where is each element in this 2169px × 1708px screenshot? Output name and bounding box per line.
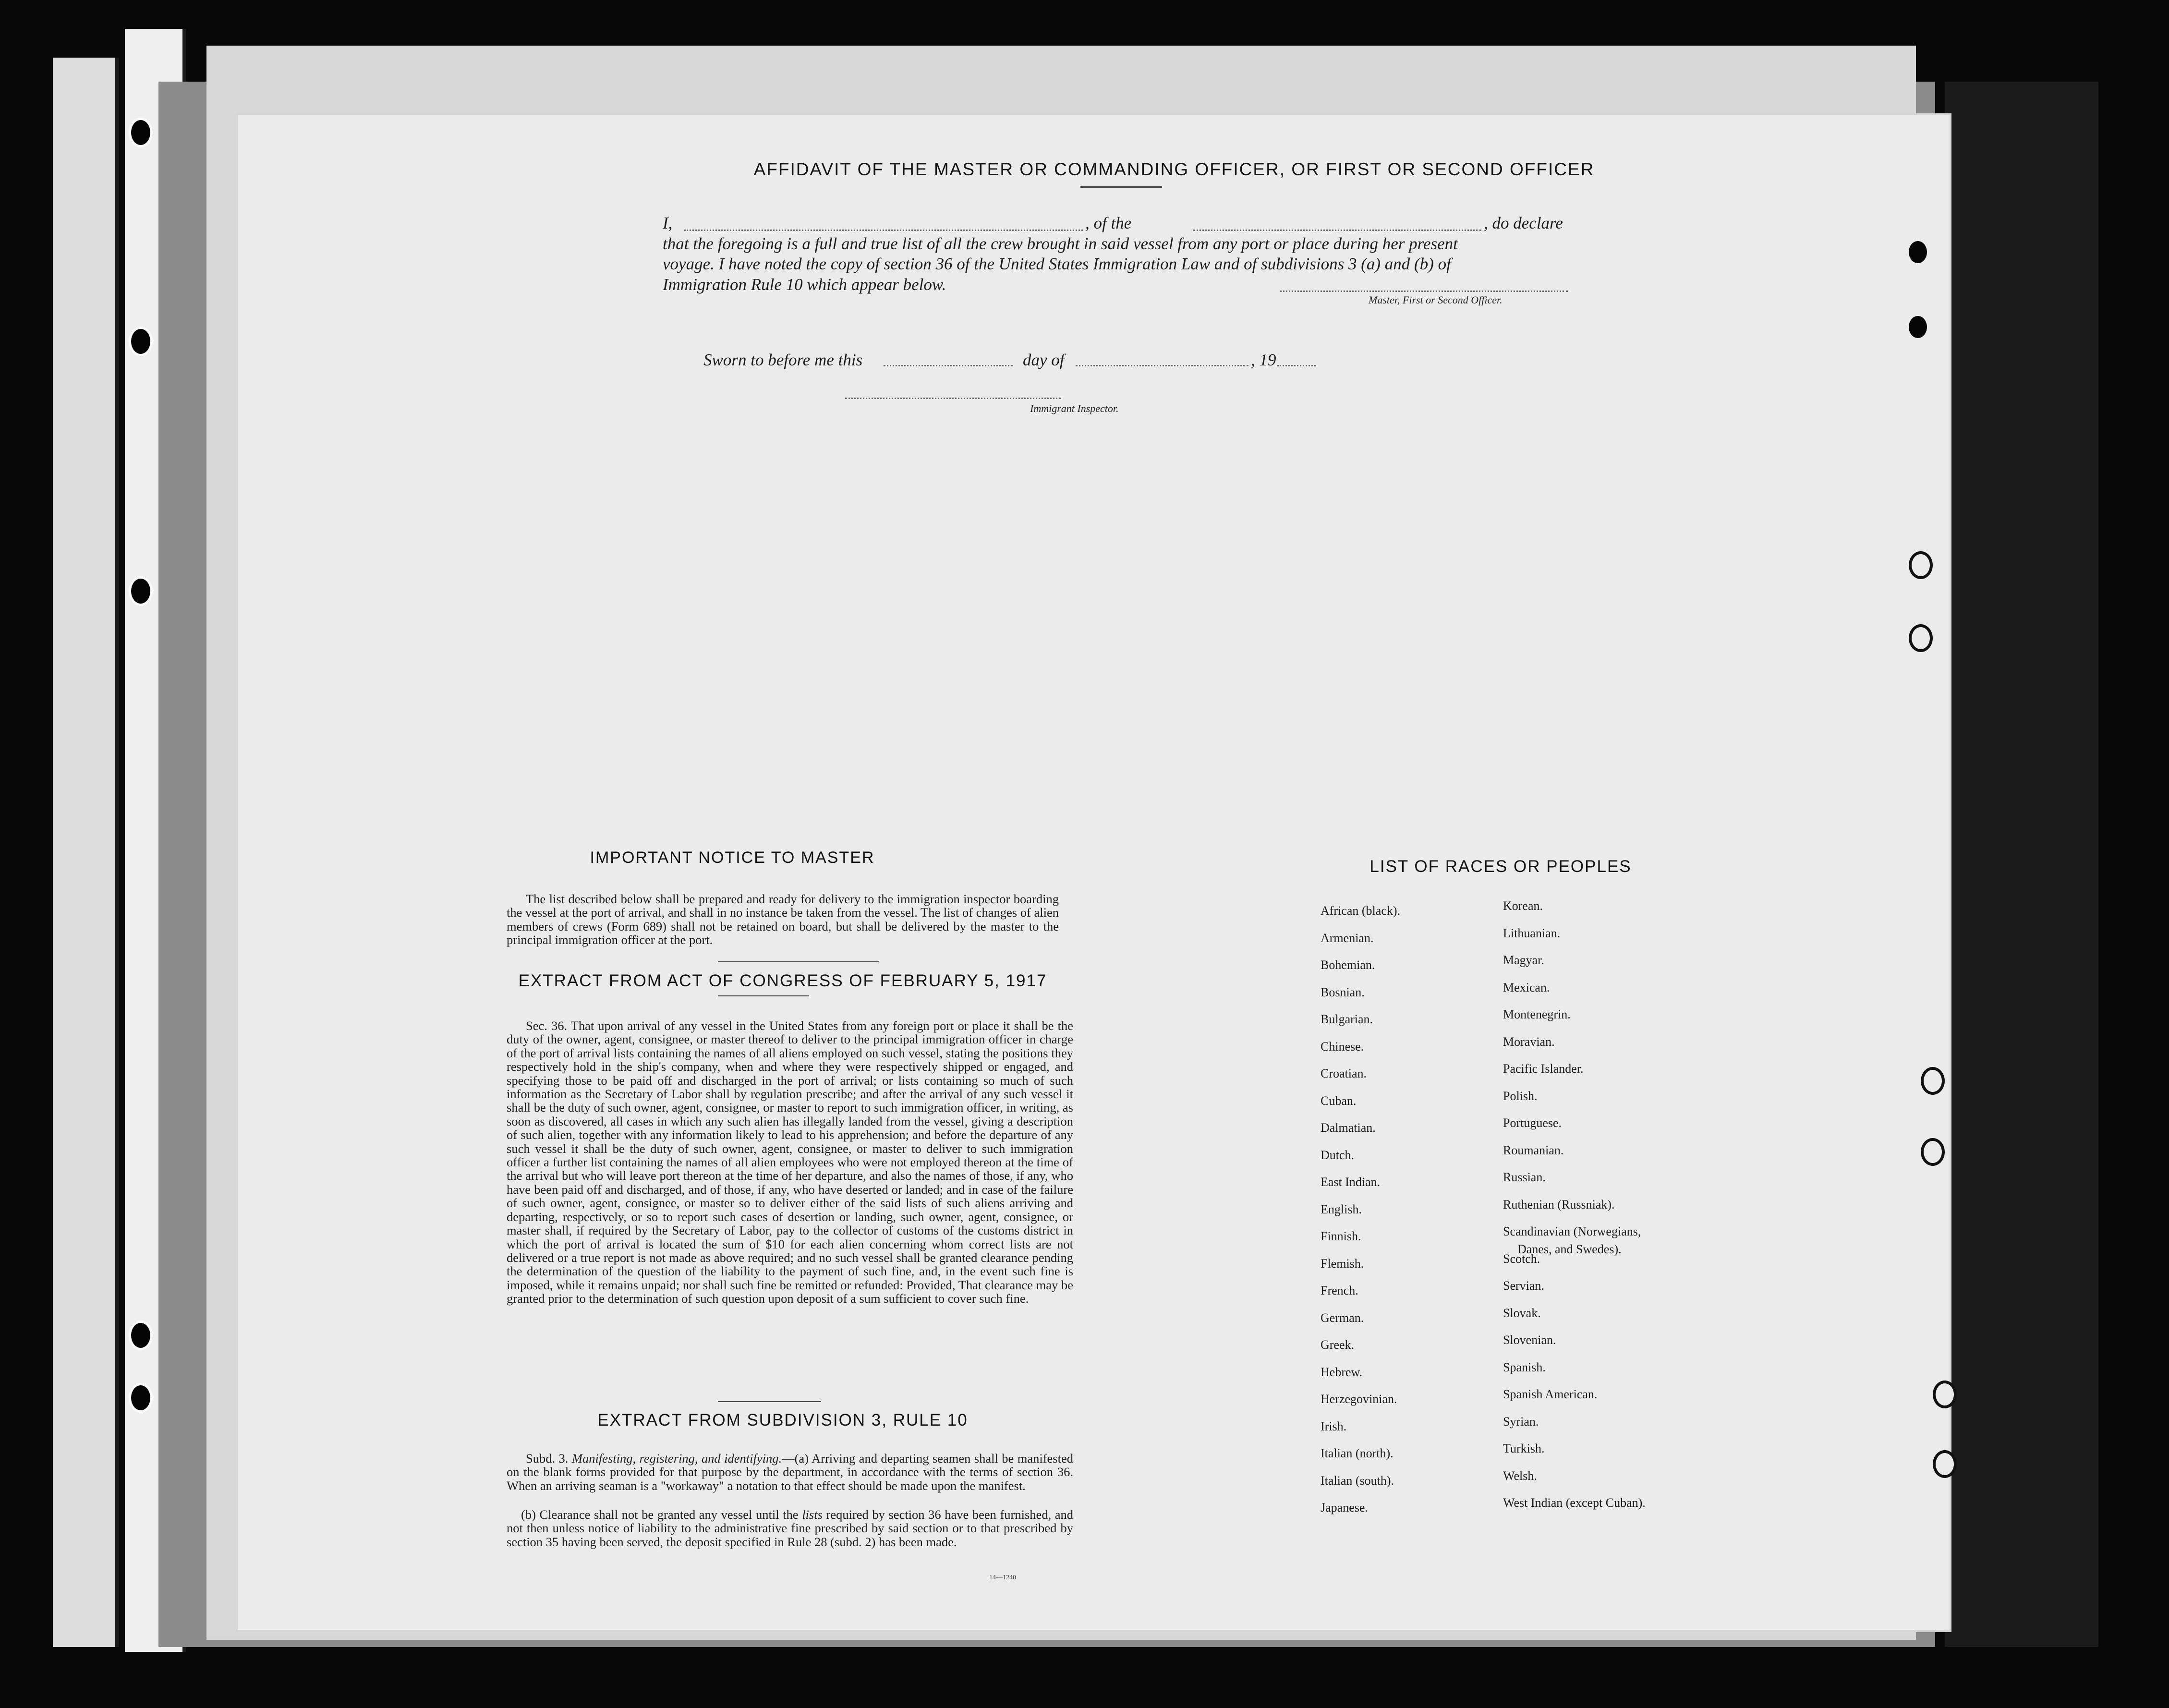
subd-label: Subd. 3. [526,1451,569,1466]
act-rule [718,995,809,996]
punch-hole-icon [129,1320,153,1350]
race-entry: Flemish. [1321,1256,1364,1271]
race-entry: Turkish. [1503,1442,1545,1455]
clearance-lists: lists [802,1507,823,1522]
punch-hole-icon [129,1383,153,1413]
subd-title: Manifesting, registering, and identifying. [571,1451,782,1466]
race-entry: Pacific Islander. [1503,1062,1584,1076]
race-entry: Italian (south). [1321,1473,1394,1488]
affidavit-line-3: voyage. I have noted the copy of section 36 of the United States Immigration Law and of subdivisions 3 (a) and (b) of [663,254,1451,273]
race-entry: Slovenian. [1503,1333,1556,1347]
race-entry: German. [1321,1310,1364,1325]
vessel-name-blank [1193,230,1481,231]
form-code: 14—1240 [989,1574,1016,1581]
sworn-year-blank [1277,365,1316,366]
race-entry: Dalmatian. [1321,1121,1376,1135]
race-entry: Bosnian. [1321,985,1365,999]
race-entry: Irish. [1321,1419,1347,1433]
signature-blank [1280,291,1568,292]
inspector-signature-blank [845,398,1061,399]
race-entry: Lithuanian. [1503,926,1561,940]
race-entry: Russian. [1503,1170,1546,1184]
punch-hole-icon [1921,1067,1945,1095]
sworn-month-blank [1076,365,1248,366]
race-entry: Ruthenian (Russniak). [1503,1197,1615,1211]
race-entry: Servian. [1503,1279,1544,1293]
act-section-36-text: Sec. 36. That upon arrival of any vessel in the United States from any foreign port or place it shall be the duty of the owner, agent, consignee, or master thereof to deliver to the principal immigration officer in charge of the port of arrival lists containing the names of all aliens employed on such vessel, stating the positions they respectively hold in the ship's company, when and where they were respectively shipped or engaged, and specifying those to be paid off and discharged in the port of arrival; or lists containing so much of such information as the Secretary of Labor shall by regulation prescribe; and after the arrival of any such vessel it shall be the duty of such owner, agent, consignee, or master to report to such immigration officer, in writing, as soon as discovered, all cases in which any such alien has illegally landed from the vessel, giving a description of such alien, together with any information likely to lead to his apprehension; and before the departure of any such vessel it shall be the duty of such owner, agent, consignee, or master to deliver to such immigration officer a further list containing the names of all alien employees who were not employed thereon at the time of the arrival but who will leave port thereon at the time of her departure, and also the names of those, if any, who have been paid off and discharged, and of those, if any, who have deserted or landed; and in case of the failure of such owner, agent, consignee, or master so to deliver either of the said lists of such aliens arriving and departing, respectively, or so to report such cases of desertion or landing, such owner, agent, consignee, or master shall, if required by the Secretary of Labor, pay to the collector of customs of the customs district in which the port of arrival is located the sum of $10 for each alien concerning whom correct lists are not delivered or a true report is not made as above required; and no such vessel shall be granted clearance pending the determination of the question of the liability to the payment of such fine, and, in the event such fine is imposed, while it remains unpaid; nor shall such fine be remitted or refunded: Provided, That clearance may be granted prior to the determination of such question upon deposit of a sum sufficient to cover such fine. [507,1018,1073,1306]
race-entry: Spanish. [1503,1360,1546,1374]
race-entry: Montenegrin. [1503,1007,1571,1021]
punch-hole-icon [1909,624,1933,652]
race-entry: Chinese. [1321,1039,1364,1054]
master-name-blank [684,230,1083,231]
affidavit-i: I, [663,214,673,232]
race-entry: East Indian. [1321,1175,1381,1189]
race-entry: English. [1321,1202,1362,1216]
punch-hole-icon [1909,551,1933,579]
sworn-day-blank [884,365,1013,366]
clearance-label: (b) [521,1507,536,1522]
race-entry: Bohemian. [1321,958,1375,972]
race-entry: Finnish. [1321,1229,1361,1243]
punch-hole-icon [1933,1450,1957,1478]
signature-caption: Master, First or Second Officer. [1369,294,1503,306]
rule-extract-heading: EXTRACT FROM SUBDIVISION 3, RULE 10 [597,1411,968,1429]
affidavit-line-4: Immigration Rule 10 which appear below. [663,275,946,294]
race-entry: Danes, and Swedes). [1517,1242,1622,1256]
back-page-right-edge [1945,82,2098,1647]
notice-heading: IMPORTANT NOTICE TO MASTER [590,848,875,867]
race-entry: Croatian. [1321,1066,1367,1080]
race-entry: Japanese. [1321,1501,1368,1514]
race-entry: Korean. [1503,899,1543,913]
act-extract-heading: EXTRACT FROM ACT OF CONGRESS OF FEBRUARY 5, 1917 [518,971,1047,990]
affidavit-of-the: , of the [1085,214,1132,232]
binder-strip-outer [53,58,119,1647]
race-entry: Portuguese. [1503,1116,1562,1130]
races-heading: LIST OF RACES OR PEOPLES [1369,857,1632,876]
race-entry: French. [1321,1284,1358,1297]
title-rule [1080,186,1162,188]
punch-hole-icon [1909,241,1927,263]
punch-hole-icon [1933,1381,1957,1408]
sworn-day-of: day of [1023,351,1065,369]
notice-rule [718,961,879,962]
race-entry: Cuban. [1321,1093,1357,1108]
rule-subdivision-3-text [507,1452,1073,1492]
affidavit-do-declare: , do declare [1484,214,1563,232]
punch-hole-icon [129,118,153,147]
clearance-text-1: Clearance shall not be granted any vessel until the [539,1507,799,1522]
race-entry: Syrian. [1503,1414,1539,1429]
sworn-year: , 19 [1251,351,1276,369]
affidavit-line-2: that the foregoing is a full and true list of all the crew brought in said vessel from any port or place during her present [663,234,1458,253]
punch-hole-icon [129,576,153,606]
race-entry: Slovak. [1503,1306,1541,1320]
race-entry: Moravian. [1503,1034,1555,1049]
race-entry: Italian (north). [1321,1446,1393,1460]
rule-clearance-text [507,1508,1073,1549]
race-entry: Polish. [1503,1089,1538,1103]
punch-hole-icon [1909,316,1927,338]
act-end-rule [718,1401,821,1402]
race-entry: Scotch. [1503,1251,1540,1266]
manifest-page [238,115,1950,1630]
race-entry: Roumanian. [1503,1143,1564,1157]
inspector-caption: Immigrant Inspector. [1030,402,1119,414]
punch-hole-icon [1921,1138,1945,1166]
punch-hole-icon [129,327,153,356]
affidavit-title: AFFIDAVIT OF THE MASTER OR COMMANDING OFFICER, OR FIRST OR SECOND OFFICER [753,159,1595,179]
race-entry: Armenian. [1321,931,1374,945]
race-entry: Greek. [1321,1338,1355,1352]
race-entry: Dutch. [1321,1148,1355,1162]
race-entry: Hebrew. [1321,1365,1363,1379]
race-entry: Scandinavian (Norwegians, [1503,1224,1641,1238]
subd-text: —(a) Arriving and departing seamen shall be manifested on the blank forms provided for that purpose by the department, in accordance with the terms of section 36. When an arriving seaman is a "workaway" a notation to that effect should be made upon the manifest. [507,1451,1073,1493]
race-entry: Magyar. [1503,953,1544,967]
race-entry: West Indian (except Cuban). [1503,1496,1646,1510]
race-entry: African (black). [1321,904,1401,918]
race-entry: Spanish American. [1503,1387,1598,1401]
clearance-text-2: required by section 36 have been furnished, and not then unless notice of liability to the administrative fine prescribed by said section or to that prescribed by section 35 having been served, the deposit specified in Rule 28 (subd. 2) has been made. [507,1507,1074,1549]
race-entry: Bulgarian. [1321,1012,1373,1026]
race-entry: Herzegovinian. [1321,1392,1397,1406]
race-entry: Mexican. [1503,980,1550,994]
notice-text: The list described below shall be prepared and ready for delivery to the immigration inspector boarding the vessel at the port of arrival, and shall in no instance be taken from the vessel. The list of changes of alien members of crews (Form 689) shall not be retained on board, but shall be delivered by the master to the principal immigration officer at the port. [507,892,1059,947]
sworn-prefix: Sworn to before me this [703,351,863,369]
race-entry: Welsh. [1503,1468,1537,1483]
